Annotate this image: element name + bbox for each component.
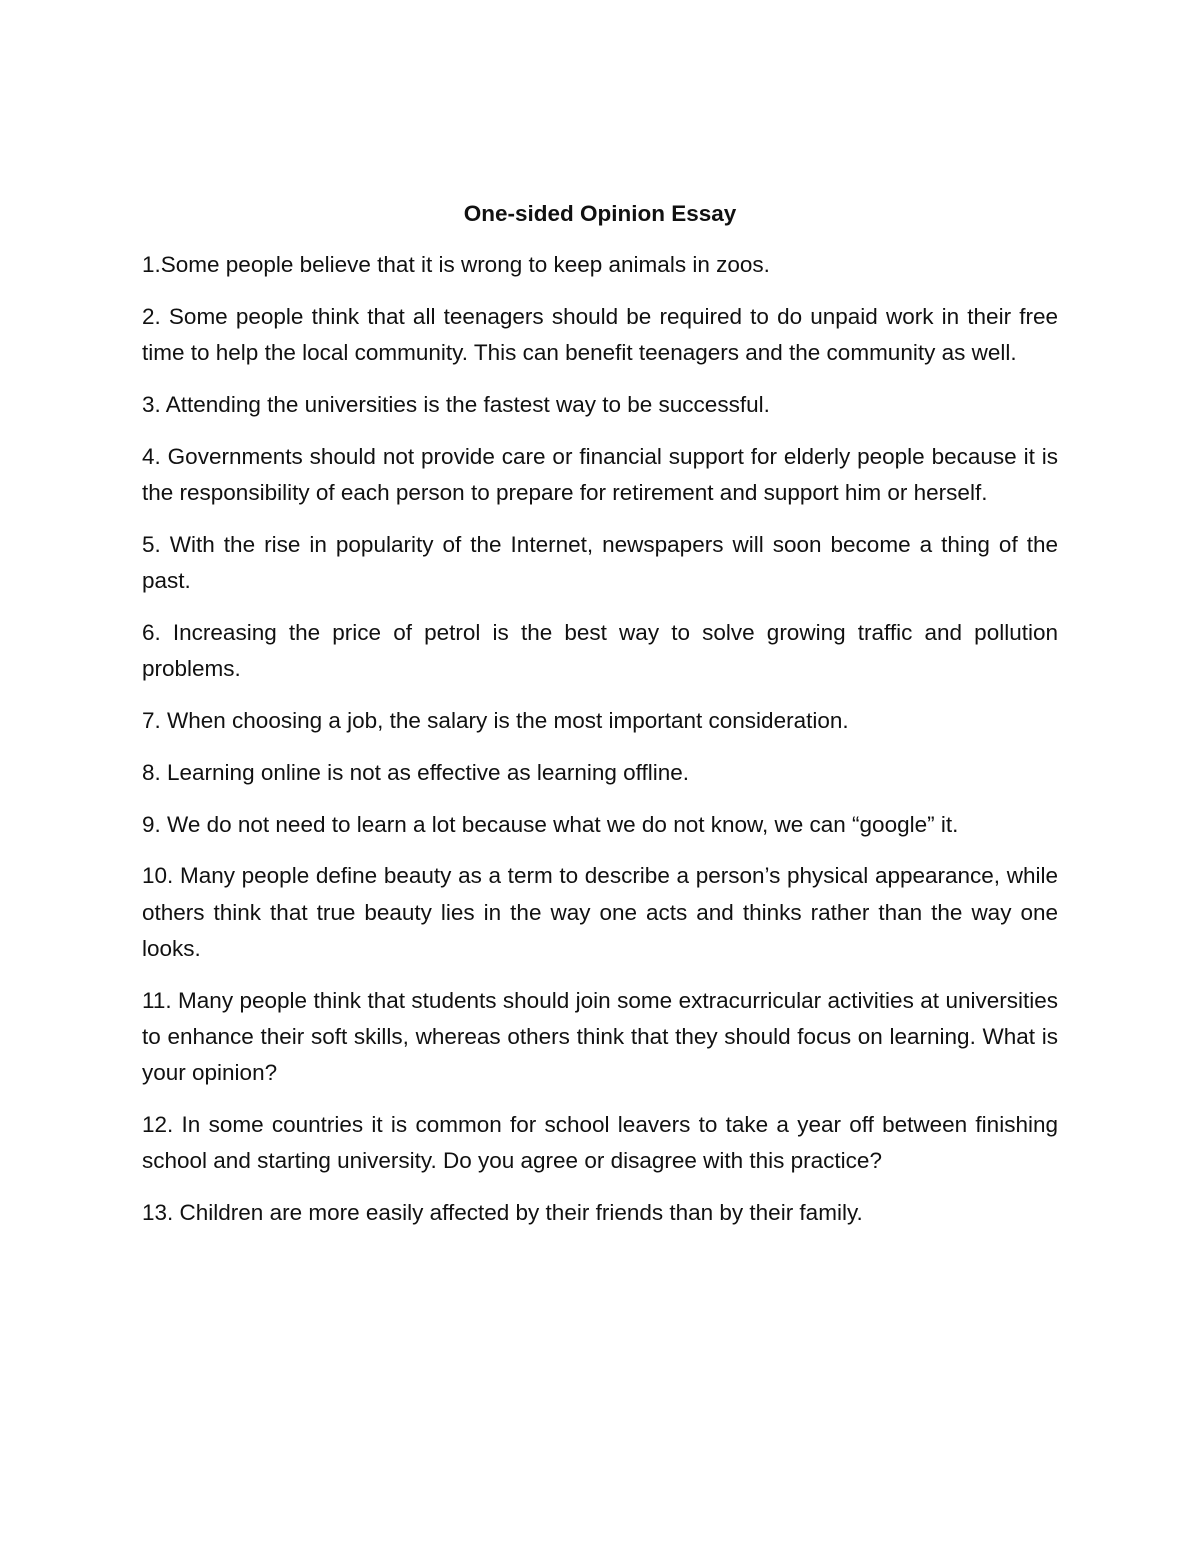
essay-prompt-10: 10. Many people define beauty as a term to describe a person’s physical appearance, while others think that true beauty lies in the way one acts and thinks rather than the way one looks.	[142, 863, 1058, 961]
essay-prompt-12: 12. In some countries it is common for school leavers to take a year off between finishing school and starting university. Do you agree or disagree with this practice?	[142, 1112, 1058, 1174]
essay-prompt-4: 4. Governments should not provide care or financial support for elderly people because it is the responsibility of each person to prepare for retirement and support him or herself.	[142, 443, 1058, 505]
essay-prompt-1: 1.Some people believe that it is wrong to keep animals in zoos.	[142, 252, 770, 277]
essay-prompt-3: 3. Attending the universities is the fastest way to be successful.	[142, 391, 770, 417]
document-title: One-sided Opinion Essay	[463, 201, 737, 226]
essay-prompt-7: 7. When choosing a job, the salary is the most important consideration.	[142, 707, 849, 733]
document-body	[142, 196, 1058, 1247]
essay-prompt-13: 13. Children are more easily affected by their friends than by their family.	[142, 1200, 863, 1226]
essay-prompt-8: 8. Learning online is not as effective as learning offline.	[142, 759, 690, 785]
essay-prompt-9: 9. We do not need to learn a lot because what we do not know, we can “google” it.	[142, 811, 959, 837]
essay-prompt-2: 2. Some people think that all teenagers should be required to do unpaid work in their free time to help the local community. This can benefit teenagers and the community as well.	[142, 303, 1058, 366]
essay-prompt-5: 5. With the rise in popularity of the Internet, newspapers will soon become a thing of the past.	[142, 531, 1058, 594]
essay-prompt-11: 11. Many people think that students should join some extracurricular activities at universities to enhance their soft skills, whereas others think that they should focus on learning. What is your opinion?	[142, 987, 1058, 1086]
essay-prompt-6: 6. Increasing the price of petrol is the best way to solve growing traffic and pollution problems.	[142, 619, 1058, 682]
